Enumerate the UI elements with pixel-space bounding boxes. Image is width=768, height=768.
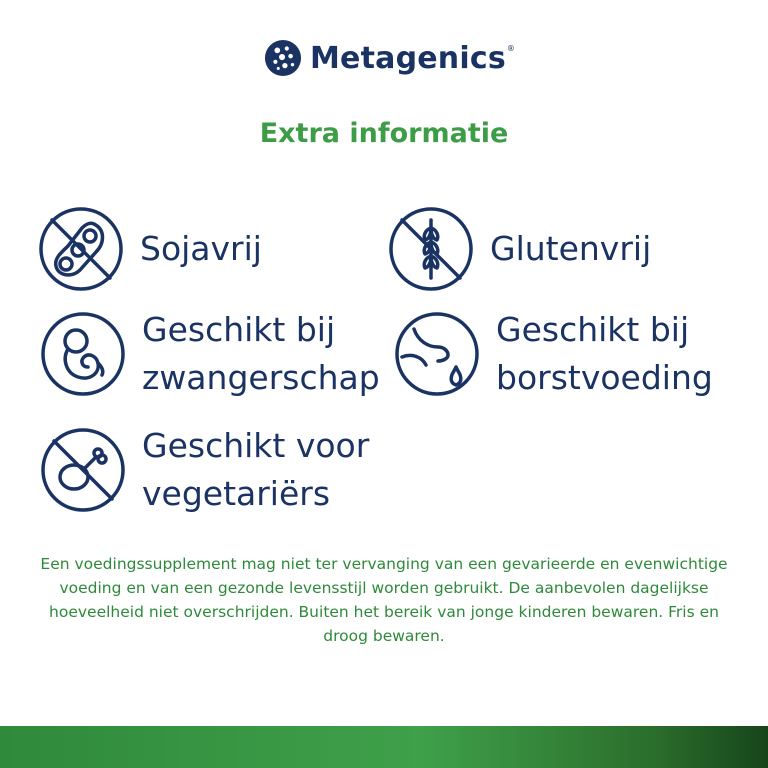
brand-name: Metagenics [310, 40, 506, 76]
no-soy-icon [38, 206, 124, 292]
feature-text [142, 306, 380, 402]
feature-label-line1: Geschikt bij [142, 310, 336, 349]
registered-mark: ® [506, 44, 515, 53]
metagenics-logo-icon [264, 39, 302, 77]
feature-text [142, 422, 369, 518]
feature-pregnancy [40, 306, 380, 402]
feature-text [496, 306, 713, 402]
no-gluten-icon [388, 206, 474, 292]
no-meat-icon [40, 427, 126, 513]
feature-breastfeeding [394, 306, 713, 402]
feature-vegetarian [40, 422, 369, 518]
section-heading: Extra informatie [259, 118, 509, 149]
fetus-icon [40, 311, 126, 397]
feature-label-line1: Geschikt bij [496, 310, 690, 349]
feature-label-line1: Geschikt voor [142, 426, 370, 465]
feature-label-line2: vegetariërs [142, 474, 331, 513]
feature-label: Glutenvrij [490, 229, 652, 268]
feature-gluten-free [388, 206, 651, 292]
feature-label-line2: zwangerschap [142, 358, 380, 397]
disclaimer-text: Een voedingssupplement mag niet ter vervanging van een gevarieerde en evenwichtige voeding en van een gezonde levensstijl worden gebruikt. De aanbevolen dagelijkse hoeveelheid niet overschrijden. Buiten het bereik van jonge kinderen bewaren. Fris en droog bewaren. [40, 555, 728, 645]
feature-label: Sojavrij [140, 229, 262, 268]
breastfeeding-icon [394, 311, 480, 397]
feature-label-line2: borstvoeding [496, 358, 713, 397]
feature-soy-free [38, 206, 262, 292]
bottom-color-bar [0, 726, 768, 768]
brand-logo [264, 36, 515, 80]
